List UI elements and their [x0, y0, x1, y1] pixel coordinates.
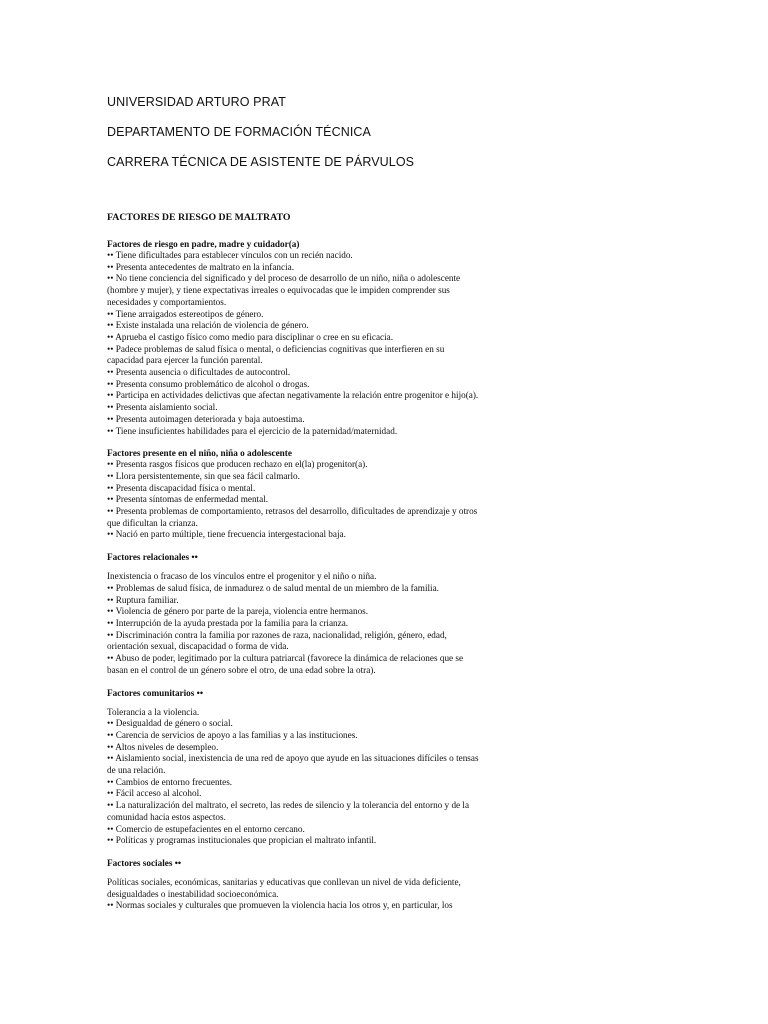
section-line: Políticas sociales, económicas, sanitarias y educativas que conllevan un nivel de vida deficiente, — [107, 876, 461, 887]
section-line: •• Existe instalada una relación de violencia de género. — [107, 320, 309, 331]
section-line: •• Normas sociales y culturales que promueven la violencia hacia los otros y, en particular, los — [107, 900, 453, 911]
section-line: •• Abuso de poder, legitimado por la cultura patriarcal (favorece la dinámica de relaciones que se — [107, 653, 464, 664]
section-line: •• Aislamiento social, inexistencia de una red de apoyo que ayude en las situaciones difíciles o tensas — [107, 753, 479, 764]
section-line: •• La naturalización del maltrato, el secreto, las redes de silencio y la tolerancia del entorno y de la — [107, 800, 470, 811]
section-line: orientación sexual, discapacidad o forma de vida. — [107, 641, 289, 652]
sections-container — [107, 238, 517, 912]
section-line: •• Presenta ausencia o dificultades de autocontrol. — [107, 367, 291, 378]
section-line: que dificultan la crianza. — [107, 517, 198, 528]
risk-factor-section — [107, 551, 517, 676]
section-line: •• Presenta consumo problemático de alcohol o drogas. — [107, 378, 310, 389]
section-line: •• Participa en actividades delictivas que afectan negativamente la relación entre progenitor e hijo(a). — [107, 390, 479, 401]
section-heading: Factores sociales •• — [107, 857, 182, 868]
section-line: •• Políticas y programas institucionales que propician el maltrato infantil. — [107, 835, 377, 846]
heading-spacer — [107, 699, 517, 707]
section-heading: Factores de riesgo en padre, madre y cuidador(a) — [107, 239, 300, 249]
section-line: (hombre y mujer), y tiene expectativas irreales o equivocadas que le impiden comprender sus — [107, 285, 450, 296]
section-line: •• Presenta rasgos físicos que producen rechazo en el(la) progenitor(a). — [107, 459, 368, 470]
section-line: •• Fácil acceso al alcohol. — [107, 788, 202, 799]
risk-factor-section — [107, 447, 517, 541]
section-line: •• Padece problemas de salud física o mental, o deficiencias cognitivas que interfieren en su — [107, 343, 445, 354]
section-heading: Factores comunitarios •• — [107, 687, 204, 698]
section-line: •• No tiene conciencia del significado y del proceso de desarrollo de un niño, niña o adolescente — [107, 273, 461, 284]
section-line: •• Nació en parto múltiple, tiene frecuencia intergestacional baja. — [107, 529, 346, 540]
heading-spacer — [107, 869, 517, 877]
university-name: UNIVERSIDAD ARTURO PRAT — [107, 95, 286, 109]
section-line: •• Aprueba el castigo físico como medio para disciplinar o cree en su eficacia. — [107, 331, 394, 342]
section-line: •• Comercio de estupefacientes en el entorno cercano. — [107, 823, 305, 834]
section-line: capacidad para ejercer la función parental. — [107, 355, 263, 366]
department-name: DEPARTAMENTO DE FORMACIÓN TÉCNICA — [107, 125, 371, 139]
section-line: •• Discriminación contra la familia por razones de raza, nacionalidad, religión, género, edad, — [107, 629, 447, 640]
section-line: comunidad hacia estos aspectos. — [107, 811, 226, 822]
section-line: •• Interrupción de la ayuda prestada por la familia para la crianza. — [107, 617, 349, 628]
risk-factor-section — [107, 687, 517, 847]
section-line: •• Presenta autoimagen deteriorada y baja autoestima. — [107, 413, 305, 424]
section-line: •• Altos niveles de desempleo. — [107, 741, 219, 752]
section-line: de una relación. — [107, 765, 166, 776]
document-body — [107, 212, 517, 922]
section-heading: Factores presente en el niño, niña o adolescente — [107, 448, 292, 459]
section-heading: Factores relacionales •• — [107, 552, 198, 563]
section-line: Inexistencia o fracaso de los vínculos entre el progenitor y el niño o niña. — [107, 571, 377, 582]
section-line: desigualdades o inestabilidad socioeconómica. — [107, 888, 279, 899]
risk-factor-section — [107, 857, 517, 912]
section-line: •• Problemas de salud física, de inmadurez o de salud mental de un miembro de la familia. — [107, 582, 439, 593]
section-line: •• Desigualdad de género o social. — [107, 718, 233, 729]
section-line: •• Presenta síntomas de enfermedad mental. — [107, 494, 269, 505]
section-line: •• Presenta problemas de comportamiento, retrasos del desarrollo, dificultades de aprendizaje y otros — [107, 506, 478, 517]
section-line: •• Tiene dificultades para establecer vínculos con un recién nacido. — [107, 250, 353, 260]
section-line: •• Tiene arraigados estereotipos de género. — [107, 308, 264, 319]
heading-spacer — [107, 563, 517, 571]
section-line: basan en el control de un género sobre el otro, de una edad sobre la otra). — [107, 664, 376, 675]
section-line: •• Ruptura familiar. — [107, 594, 179, 605]
section-line: •• Violencia de género por parte de la pareja, violencia entre hermanos. — [107, 606, 369, 617]
section-line: •• Cambios de entorno frecuentes. — [107, 776, 233, 787]
section-line: •• Carencia de servicios de apoyo a las familias y a las instituciones. — [107, 729, 358, 740]
document-title: FACTORES DE RIESGO DE MALTRATO — [107, 212, 291, 223]
section-line: necesidades y comportamientos. — [107, 296, 227, 307]
career-name: CARRERA TÉCNICA DE ASISTENTE DE PÁRVULOS — [107, 155, 415, 169]
section-line: •• Presenta aislamiento social. — [107, 402, 218, 413]
section-line: •• Tiene insuficientes habilidades para el ejercicio de la paternidad/maternidad. — [107, 425, 398, 436]
risk-factor-section — [107, 238, 517, 437]
document-header — [107, 92, 414, 182]
section-line: Tolerancia a la violencia. — [107, 706, 200, 717]
section-line: •• Llora persistentemente, sin que sea fácil calmarlo. — [107, 470, 300, 481]
section-line: •• Presenta discapacidad física o mental. — [107, 482, 256, 493]
section-line: •• Presenta antecedentes de maltrato en la infancia. — [107, 261, 295, 272]
